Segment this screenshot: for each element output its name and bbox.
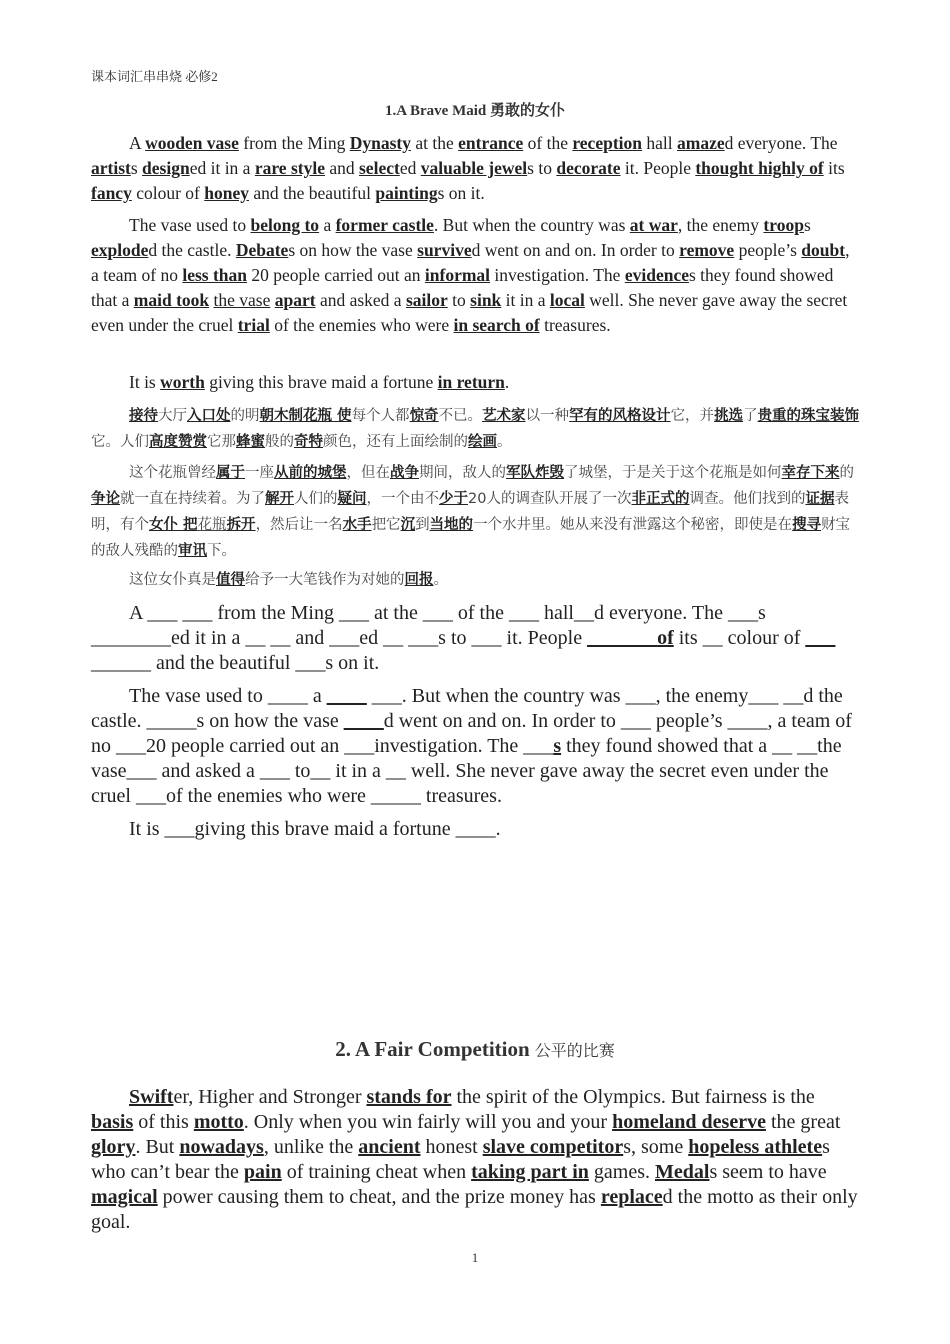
- body-text: colour of: [131, 183, 205, 203]
- body-text: d the motto as their only goal.: [91, 1186, 858, 1233]
- vocab-term: 搜寻: [792, 517, 822, 533]
- vocab-term: belong to: [250, 215, 320, 235]
- body-text: .: [504, 372, 510, 392]
- vocab-term: 入口处: [187, 408, 231, 424]
- vocab-term: thought highly of: [695, 158, 824, 178]
- body-text: . But when the country was: [433, 215, 630, 235]
- body-text: 这个花瓶曾经: [129, 465, 216, 481]
- vocab-term: 女仆 把: [149, 517, 198, 533]
- fill-in-paragraph-1: [91, 601, 861, 676]
- body-text: and: [324, 158, 359, 178]
- vocab-term: painting: [375, 183, 438, 203]
- body-text: 给予一大笔钱作为对她的: [245, 572, 405, 588]
- body-text: s, some: [623, 1136, 689, 1158]
- body-text: ，一个由不: [366, 491, 439, 507]
- body-text: d the castle.: [148, 240, 236, 260]
- fill-in-paragraph-2: [91, 684, 861, 809]
- body-text: A: [129, 133, 146, 153]
- vocab-term: valuable jewel: [420, 158, 528, 178]
- vocab-term: 惊奇: [409, 408, 439, 424]
- body-text: 的明: [230, 408, 260, 424]
- vocab-term: pain: [243, 1161, 282, 1183]
- underlined-text: ___: [805, 627, 836, 649]
- vocab-term: 朝木制花瓶 使: [259, 408, 352, 424]
- body-text: of training cheat when: [281, 1161, 472, 1183]
- body-text: it in a: [501, 290, 550, 310]
- vocab-term: basis: [91, 1111, 134, 1133]
- section1-paragraph-2: [91, 213, 861, 338]
- vocab-term: 绘画: [468, 434, 497, 450]
- vocab-term: Dynasty: [349, 133, 411, 153]
- body-text: its: [823, 158, 845, 178]
- body-text: s seem to have: [709, 1161, 827, 1183]
- vocab-term: 从前的城堡: [274, 465, 347, 481]
- body-text: honest: [420, 1136, 483, 1158]
- vocab-term: doubt: [801, 240, 846, 260]
- body-text: 了: [743, 408, 758, 424]
- vocab-term: ancient: [358, 1136, 421, 1158]
- vocab-term: in return: [437, 372, 505, 392]
- vocab-term: informal: [424, 265, 491, 285]
- vocab-term: 水手: [342, 517, 372, 533]
- body-text: to: [447, 290, 471, 310]
- vocab-term: 战争: [390, 465, 419, 481]
- body-text: d everyone. The: [724, 133, 838, 153]
- vocab-term: nowadays: [179, 1136, 264, 1158]
- vocab-term: survive: [417, 240, 472, 260]
- body-text: 颜色，还有上面绘制的: [323, 434, 468, 450]
- vocab-term: wooden vase: [145, 133, 239, 153]
- body-text: ______ and the beautiful ___s on it.: [91, 652, 380, 674]
- body-text: it. People: [620, 158, 696, 178]
- body-text: , the enemy: [677, 215, 764, 235]
- vocab-term: maid took: [133, 290, 210, 310]
- vocab-term: sink: [470, 290, 502, 310]
- vocab-term: remove: [679, 240, 735, 260]
- body-text: 它那: [207, 434, 236, 450]
- body-text: It is: [129, 372, 161, 392]
- body-text: 20 people carried out an: [247, 265, 425, 285]
- body-text: d went on and on. In order to: [471, 240, 680, 260]
- vocab-term: 贵重的珠宝装饰: [757, 408, 860, 424]
- vocab-term: evidence: [624, 265, 689, 285]
- underlined-text: ____: [343, 710, 384, 732]
- body-text: 般的: [265, 434, 294, 450]
- vocab-term: 接待: [129, 408, 158, 424]
- section2-title-en: 2. A Fair Competition: [335, 1037, 530, 1061]
- section1-paragraph-3: [91, 370, 861, 395]
- body-text: treasures.: [539, 315, 611, 335]
- page-header: 课本词汇串串烧 必修2: [91, 69, 218, 84]
- vocab-term: of: [657, 627, 674, 649]
- vocab-term: Debate: [235, 240, 289, 260]
- body-text: 。: [433, 572, 448, 588]
- vocab-term: taking part in: [471, 1161, 589, 1183]
- body-text: ed it in a: [189, 158, 255, 178]
- body-text: 一个水井里。她从来没有泄露这个秘密，即使是在: [473, 517, 793, 533]
- vocab-term: fancy: [91, 183, 132, 203]
- vocab-term: less than: [182, 265, 248, 285]
- vocab-term: select: [359, 158, 400, 178]
- vocab-term: replace: [600, 1186, 663, 1208]
- vocab-term: 高度赞赏: [149, 434, 207, 450]
- body-text: , unlike the: [263, 1136, 359, 1158]
- body-text: ed: [399, 158, 421, 178]
- body-text: 这位女仆真是: [129, 572, 216, 588]
- body-text: 期间，敌人的: [419, 465, 506, 481]
- body-text: ，然后让一名: [255, 517, 343, 533]
- body-text: and the beautiful: [248, 183, 376, 203]
- vocab-term: amaze: [677, 133, 725, 153]
- vocab-term: s: [553, 735, 562, 757]
- vocab-term: homeland deserve: [612, 1111, 766, 1133]
- vocab-term: apart: [274, 290, 316, 310]
- body-text: of the enemies who were: [269, 315, 454, 335]
- underlined-text: 花瓶: [197, 517, 227, 533]
- vocab-term: in search of: [453, 315, 540, 335]
- vocab-term: 沉: [400, 517, 416, 533]
- vocab-term: 少于: [439, 491, 468, 507]
- body-text: 不已。: [438, 408, 483, 424]
- body-text: s on how the vase: [288, 240, 418, 260]
- vocab-term: rare style: [254, 158, 325, 178]
- body-text: games.: [588, 1161, 655, 1183]
- page-number: 1: [471, 1250, 479, 1265]
- body-text: s on it.: [437, 183, 485, 203]
- vocab-term: 艺术家: [482, 408, 526, 424]
- body-text: s to: [527, 158, 557, 178]
- vocab-term: motto: [193, 1111, 244, 1133]
- body-text: 到: [415, 517, 430, 533]
- body-text: , a team of no: [91, 240, 850, 285]
- underlined-text: ____: [326, 685, 367, 707]
- vocab-term: hopeless athlete: [688, 1136, 823, 1158]
- body-text: at the: [410, 133, 459, 153]
- body-text: investigation. The: [490, 265, 625, 285]
- section1-chinese-1: [91, 403, 861, 455]
- body-text: and asked a: [315, 290, 406, 310]
- body-text: 它。人们: [91, 434, 149, 450]
- vocab-term: Medal: [655, 1161, 710, 1183]
- vocab-term: 疑问: [337, 491, 367, 507]
- body-text: people’s: [734, 240, 802, 260]
- vocab-term: at war: [629, 215, 678, 235]
- underlined-text: ___ ___: [587, 627, 658, 649]
- section2-title: [0, 1037, 950, 1062]
- body-text: well. She never gave away the secret even under the cruel: [91, 290, 848, 335]
- body-text: The vase used to ____ a: [129, 685, 327, 707]
- vocab-term: entrance: [458, 133, 524, 153]
- vocab-term: former castle: [335, 215, 434, 235]
- body-text: from the Ming: [238, 133, 350, 153]
- fill-in-paragraph-3: [91, 817, 861, 842]
- vocab-term: 蜂蜜: [236, 434, 265, 450]
- vocab-term: explode: [91, 240, 149, 260]
- vocab-term: 罕有的风格设计: [569, 408, 671, 424]
- vocab-term: magical: [91, 1186, 158, 1208]
- section2-title-cn: 公平的比赛: [529, 1041, 615, 1060]
- body-text: s who can’t bear the: [91, 1136, 830, 1183]
- body-text: 的: [839, 465, 854, 481]
- body-text: 调查。他们找到的: [689, 491, 806, 507]
- body-text: . Only when you win fairly will you and your: [243, 1111, 613, 1133]
- vocab-term: decorate: [556, 158, 621, 178]
- vocab-term: sailor: [405, 290, 448, 310]
- body-text: 。: [497, 434, 512, 450]
- vocab-term: 回报: [404, 572, 434, 588]
- body-text: 人们的: [294, 491, 338, 507]
- vocab-term: 证据: [805, 491, 835, 507]
- vocab-term: 幸存下来: [781, 465, 840, 481]
- body-text: giving this brave maid a fortune: [204, 372, 438, 392]
- vocab-term: 当地的: [429, 517, 474, 533]
- body-text: 大厅: [158, 408, 187, 424]
- body-text: a: [319, 215, 336, 235]
- body-text: er, Higher and Stronger: [173, 1086, 367, 1108]
- vocab-term: 审讯: [178, 543, 207, 559]
- vocab-term: 值得: [216, 572, 245, 588]
- vocab-term: design: [142, 158, 190, 178]
- section2-paragraph-1: [91, 1085, 861, 1235]
- body-text: s they found showed that a: [91, 265, 834, 310]
- vocab-term: honey: [204, 183, 249, 203]
- vocab-term: slave competitor: [482, 1136, 624, 1158]
- vocab-term: 挑选: [714, 408, 744, 424]
- body-text: the spirit of the Olympics. But fairness is the: [451, 1086, 815, 1108]
- body-text: its __ colour of: [673, 627, 806, 649]
- body-text: 了城堡，于是关于这个花瓶是如何: [564, 465, 782, 481]
- body-text: s: [130, 158, 143, 178]
- vocab-term: local: [549, 290, 585, 310]
- vocab-term: worth: [160, 372, 205, 392]
- section1-chinese-3: [91, 567, 861, 593]
- body-text: 20人的调查队开展了一次: [468, 491, 632, 507]
- body-text: 财宝的敌人残酷的: [91, 517, 851, 559]
- body-text: 以一种: [525, 408, 570, 424]
- vocab-term: artist: [91, 158, 131, 178]
- body-text: It is ___giving this brave maid a fortune ____.: [129, 818, 501, 840]
- body-text: The vase used to: [129, 215, 251, 235]
- body-text: s: [803, 215, 811, 235]
- section1-paragraph-1: [91, 131, 861, 206]
- body-text: ，但在: [346, 465, 390, 481]
- body-text: of this: [133, 1111, 194, 1133]
- vocab-term: 争论: [91, 491, 120, 507]
- vocab-term: 奇特: [294, 434, 323, 450]
- vocab-term: Swift: [129, 1086, 174, 1108]
- body-text: 一座: [245, 465, 274, 481]
- body-text: 表明，有个: [91, 491, 849, 533]
- body-text: power causing them to cheat, and the prize money has: [157, 1186, 601, 1208]
- section1-chinese-2: [91, 460, 861, 564]
- vocab-term: 军队炸毁: [506, 465, 564, 481]
- vocab-term: stands for: [366, 1086, 452, 1108]
- body-text: of the: [523, 133, 573, 153]
- vocab-term: trial: [237, 315, 270, 335]
- body-text: ___. But when the country was ___, the enemy___ __d the castle. _____s on how the vase: [91, 685, 843, 732]
- body-text: d went on and on. In order to ___ people’s ____, a team of no ___20 people carried out an ___investigation. The ___: [91, 710, 852, 757]
- vocab-term: troop: [763, 215, 804, 235]
- body-text: A ___ ___ from the Ming ___ at the ___ of the ___ hall__d everyone. The ___s ________ed it in a __ __ and ___ed __ ___s to ___ it. People: [91, 602, 766, 649]
- vocab-term: reception: [572, 133, 643, 153]
- body-text: 把它: [371, 517, 401, 533]
- section1-title: 1.A Brave Maid 勇敢的女仆: [385, 103, 565, 119]
- vocab-term: 解开: [265, 491, 294, 507]
- body-text: they found showed that a __ __the vase___ and asked a ___ to__ it in a __ well. She never gave away the secret even under the cruel ___of the enemies who were _____ treasures.: [91, 735, 842, 807]
- body-text: hall: [642, 133, 678, 153]
- underlined-text: the vase: [213, 290, 271, 310]
- body-text: 它，并: [670, 408, 715, 424]
- body-text: . But: [135, 1136, 180, 1158]
- body-text: 就一直在持续着。为了: [120, 491, 265, 507]
- vocab-term: 属于: [216, 465, 245, 481]
- vocab-term: 非正式的: [631, 491, 690, 507]
- body-text: 每个人都: [351, 408, 410, 424]
- body-text: 下。: [207, 543, 236, 559]
- vocab-term: glory: [91, 1136, 136, 1158]
- body-text: the great: [765, 1111, 841, 1133]
- vocab-term: 拆开: [226, 517, 256, 533]
